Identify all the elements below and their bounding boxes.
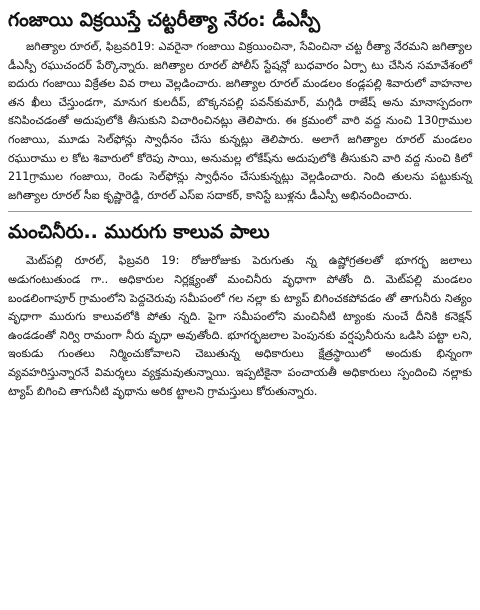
article-water-wastage <box>8 218 472 401</box>
article-body: జగిత్యాల రూరల్, ఫిబ్రవరి19: ఎవరైనా గంజాయి విక్రయించినా, సేవించినా చట్ట రీత్యా నేరమని జగిత్యాల డీఎస్పీ రఘుచందర్ పేర్కొన్నారు. జగిత్యాల రూరల్ పోలీస్ స్టేషన్లో బుధవారం ఏర్పా టు చేసిన సమావేశంలో ఐదురు గంజాయి విక్రేతల వివ రాలు వెల్లడించారు. జగిత్యాల రూరల్ మండలం కండ్లపల్లి శివారులో వాహనాల తన ఖీలు చేస్తుండగా, మానుగ కులదీప్, బొక్కనపల్లి పవన్‌కుమార్, మగ్గిడి రాజేష్ అను మానాస్పదంగా కనిపించడంతో అదుపులోకి తీసుకుని విచారించినట్లు తెలిపారు. ఈ క్రమంలో వారి వద్ద నుంచి 130గ్రాముల గంజాయి, మూడు సెల్‌ఫోన్లు స్వాధీనం చేసు కున్నట్లు తెలిపారు. అలాగే జగిత్యాల రూరల్ మండలం రఘురాము ల కోట శివారులో కోరెపు సాయి, అనుమల్ల లోకేష్‌ను అదుపులోకి తీసుకుని వారి వద్ద నుంచి కిలో 211గ్రాముల గంజాయి, రెండు సెల్‌ఫోన్లు స్వాధీనం చేసుకున్నట్లు వెల్లడించారు. నింది తులను పట్టుకున్న జగిత్యాల రూరల్ సీఐ కృష్ణారెడ్డి, రూరల్ ఎస్ఐ సదాకర్, కానిస్టే బుళ్లను డీఎస్పీ అభినందించారు. <box>8 40 472 202</box>
article-ganja-arrest <box>8 6 472 205</box>
article-headline: మంచినీరు.. మురుగు కాలువ పాలు <box>8 221 270 244</box>
article-body: మెట్‌పల్లి రూరల్, ఫిబ్రవరి 19: రోజురోజుకు పెరుగుతు న్న ఉష్ణోగ్రతలతో భూగర్భ జలాలు అడుగంటుతుండ గా.. అధికారుల నిర్లక్ష్యంతో మంచినీరు వృధాగా పోతోం ది. మెట్‌పల్లి మండలం బండలింగాపూర్ గ్రామంలోని పెద్దచెరువు సమీపంలో గల నల్లా కు ట్యాప్ బిగించకపోవడం తో తాగునీరు నిత్యం వృధాగా మురుగు కాలువలోకి పోతు న్నది. పైగా సమీపంలోని మంచినీటి ట్యాంకు నుంచే దీనికి కనెక్షన్ ఉండడంతో నిర్వి రామంగా నీరు వృధా అవుతోంది. భూగర్భజలాల పెంపునకు వర్షపునీరును ఒడిసి పట్టా లని, ఇంకుడు గుంతలు నిర్మించుకోవాలని చెబుతున్న అధికారులు క్షేత్రస్థాయిలో అందుకు భిన్నంగా వ్యవహరిస్తున్నారనే విమర్శలు వ్యక్తమవుతున్నాయి. ఇప్పటికైనా పంచాయతీ అధికారులు స్పందించి నల్లాకు ట్యాప్ బిగించి తాగునీటి వృథాను అరిక ట్టాలని గ్రామస్తులు కోరుతున్నారు. <box>8 254 472 398</box>
article-divider <box>8 211 472 212</box>
article-headline: గంజాయి విక్రయిస్తే చట్టరీత్యా నేరం: డీఎస్పీ <box>8 9 321 31</box>
